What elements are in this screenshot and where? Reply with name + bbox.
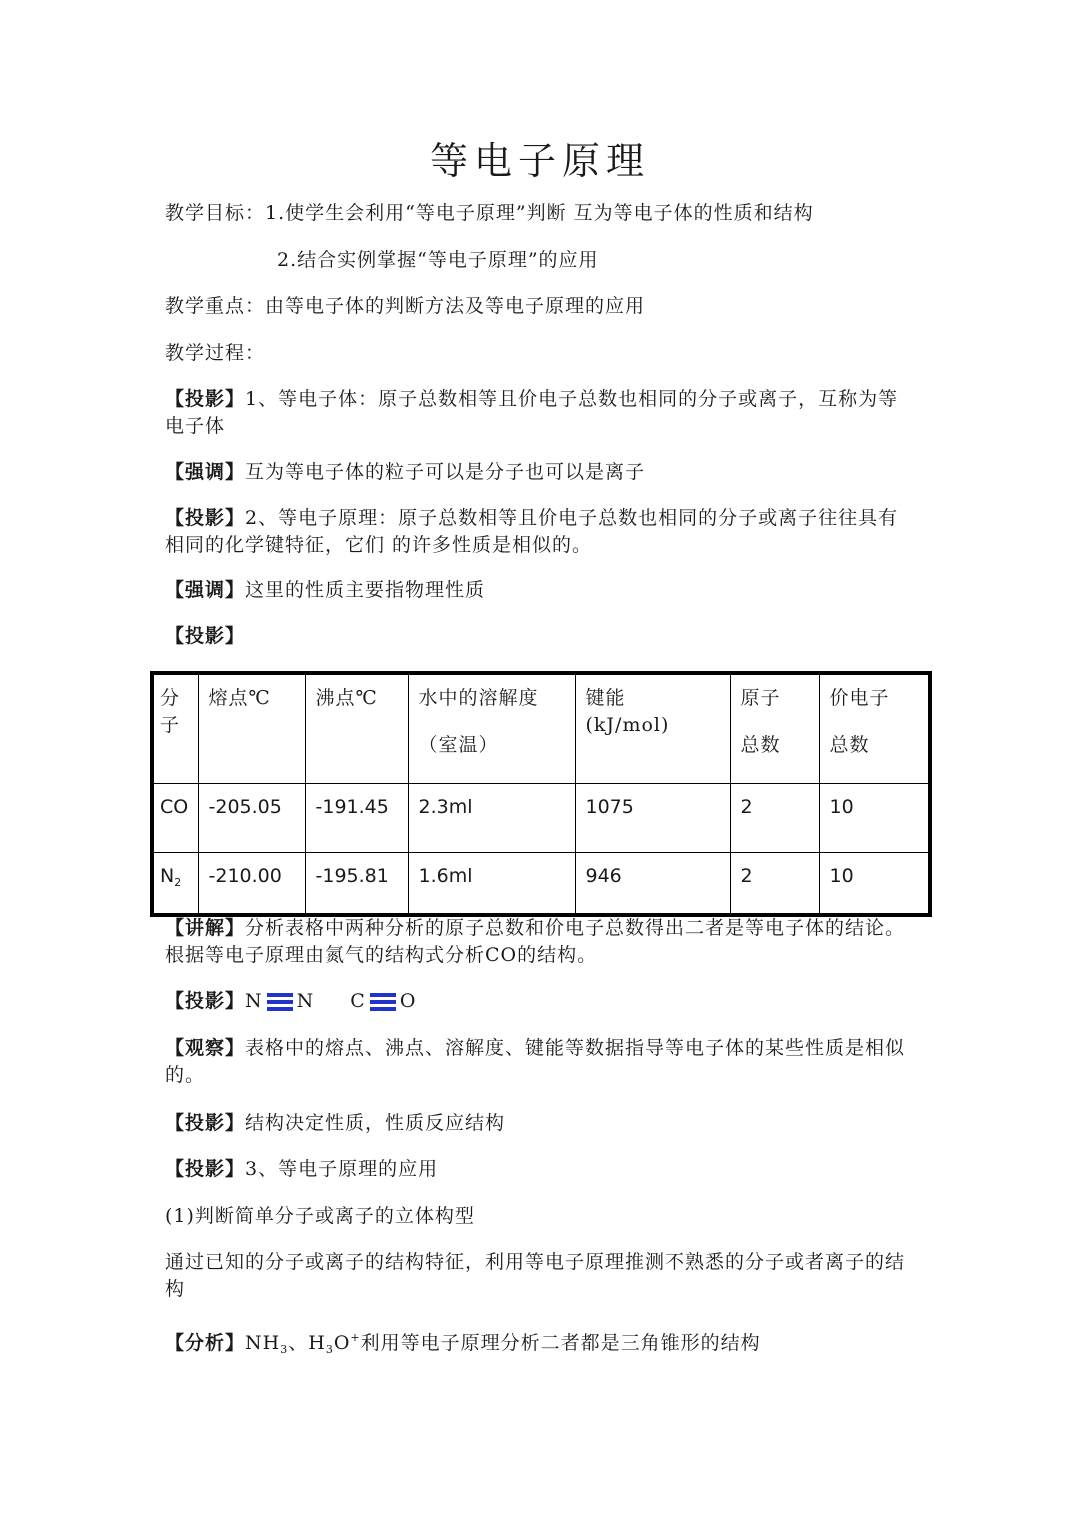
- objective-1: 1.使学生会利用“等电子原理”判断 互为等电子体的性质和结构: [265, 202, 814, 224]
- objectives-label: 教学目标：: [165, 202, 266, 224]
- cell-boiling-point: -195.81: [305, 853, 408, 916]
- formula-o-superscript: +: [350, 1331, 361, 1344]
- cell-bond-energy: 1075: [575, 784, 730, 853]
- emphasis-tag: 【强调】: [165, 579, 246, 601]
- emphasis-1-text: 互为等电子体的粒子可以是分子也可以是离子: [245, 461, 646, 483]
- header-atom-count-line2: 总数: [740, 734, 781, 756]
- projection-2-text: 2、等电子原理：原子总数相等且价电子总数也相同的分子或离子往往具有相同的化学键特征，它们 的许多性质是相似的。: [165, 507, 899, 556]
- cell-atom-count: 2: [730, 853, 819, 916]
- objective-line-1: [165, 200, 915, 227]
- cell-boiling-point: -191.45: [305, 784, 408, 853]
- cell-molecule-subscript: 2: [174, 876, 182, 889]
- header-bond-energy-line2: (kJ/mol): [585, 714, 670, 736]
- nitrogen-atom-1: N: [245, 990, 263, 1012]
- formula-o: O: [333, 1332, 351, 1354]
- header-valence-count-line2: 总数: [829, 734, 870, 756]
- projection-tag: 【投影】: [165, 507, 246, 529]
- emphasis-1: [165, 459, 915, 486]
- cell-valence-count: 10: [819, 784, 930, 853]
- table-row: [152, 784, 930, 853]
- projection-4: [165, 988, 915, 1015]
- projection-tag: 【投影】: [165, 625, 246, 647]
- header-solubility-line2: （室温）: [418, 734, 499, 756]
- cell-atom-count: 2: [730, 784, 819, 853]
- analysis-tag: 【分析】: [165, 1332, 246, 1354]
- nitrogen-atom-2: N: [296, 990, 315, 1012]
- projection-tag: 【投影】: [165, 1112, 246, 1134]
- key-points: 教学重点：由等电子体的判断方法及等电子原理的应用: [165, 295, 646, 317]
- cell-solubility: 2.3ml: [408, 784, 575, 853]
- observation-text: 表格中的熔点、沸点、溶解度、键能等数据指导等电子体的某些性质是相似的。: [165, 1037, 906, 1086]
- table-header-row: [152, 673, 930, 784]
- header-bond-energy-line1: 键能: [585, 687, 626, 709]
- header-boiling-point: 沸点℃: [305, 673, 408, 784]
- property-table: [150, 671, 932, 917]
- triple-bond-icon: [267, 993, 293, 1011]
- process-label: 教学过程：: [165, 342, 266, 364]
- formula-separator: 、: [288, 1332, 309, 1354]
- carbon-atom: C: [350, 990, 366, 1012]
- oxygen-atom: O: [399, 990, 417, 1012]
- formula-h: H: [308, 1332, 326, 1354]
- cell-bond-energy: 946: [575, 853, 730, 916]
- emphasis-2-text: 这里的性质主要指物理性质: [245, 579, 486, 601]
- cell-molecule: CO: [152, 784, 198, 853]
- observe-tag: 【观察】: [165, 1037, 246, 1059]
- cell-molecule-symbol: N: [160, 865, 175, 887]
- objective-2: 2.结合实例掌握“等电子原理”的应用: [277, 249, 599, 271]
- projection-tag: 【投影】: [165, 388, 246, 410]
- projection-5-text: 结构决定性质，性质反应结构: [245, 1112, 506, 1134]
- projection-6: [165, 1156, 915, 1183]
- application-1-description: 通过已知的分子或离子的结构特征，利用等电子原理推测不熟悉的分子或者离子的结构: [165, 1251, 906, 1300]
- cell-melting-point: -210.00: [198, 853, 305, 916]
- header-solubility-line1: 水中的溶解度: [418, 687, 539, 709]
- header-atom-count-line1: 原子: [740, 687, 781, 709]
- formula-nh: NH: [245, 1332, 281, 1354]
- cell-valence-count: 10: [819, 853, 930, 916]
- projection-tag: 【投影】: [165, 1158, 246, 1180]
- explanation: [165, 915, 915, 969]
- analysis-text: 利用等电子原理分析二者都是三角锥形的结构: [360, 1332, 761, 1354]
- projection-1: [165, 386, 915, 440]
- projection-5: [165, 1110, 915, 1137]
- table-row: [152, 853, 930, 916]
- cell-molecule: [152, 853, 198, 916]
- header-melting-point: 熔点℃: [198, 673, 305, 784]
- explanation-text: 分析表格中两种分析的原子总数和价电子总数得出二者是等电子体的结论。根据等电子原理由氮气的结构式分析CO的结构。: [165, 917, 906, 966]
- projection-6-text: 3、等电子原理的应用: [245, 1158, 439, 1180]
- header-valence-count-line1: 价电子: [829, 687, 890, 709]
- observation: [165, 1035, 915, 1089]
- header-molecule: 分子: [152, 673, 198, 784]
- triple-bond-icon: [370, 993, 396, 1011]
- projection-tag: 【投影】: [165, 990, 246, 1012]
- header-valence-count: [819, 673, 930, 784]
- header-bond-energy: [575, 673, 730, 784]
- emphasis-2: [165, 577, 915, 604]
- formula-nh-subscript: 3: [280, 1343, 289, 1356]
- projection-1-text: 1、等电子体：原子总数相等且价电子总数也相同的分子或离子，互称为等电子体: [165, 388, 899, 437]
- page-title: 等电子原理: [429, 139, 650, 183]
- projection-3: [165, 623, 915, 650]
- header-atom-count: [730, 673, 819, 784]
- formula-h-subscript: 3: [325, 1343, 334, 1356]
- cell-melting-point: -205.05: [198, 784, 305, 853]
- explain-tag: 【讲解】: [165, 917, 246, 939]
- analysis: [165, 1324, 915, 1363]
- emphasis-tag: 【强调】: [165, 461, 246, 483]
- projection-2: [165, 505, 915, 559]
- cell-solubility: 1.6ml: [408, 853, 575, 916]
- header-solubility: [408, 673, 575, 784]
- application-1-heading: (1)判断简单分子或离子的立体构型: [165, 1205, 475, 1227]
